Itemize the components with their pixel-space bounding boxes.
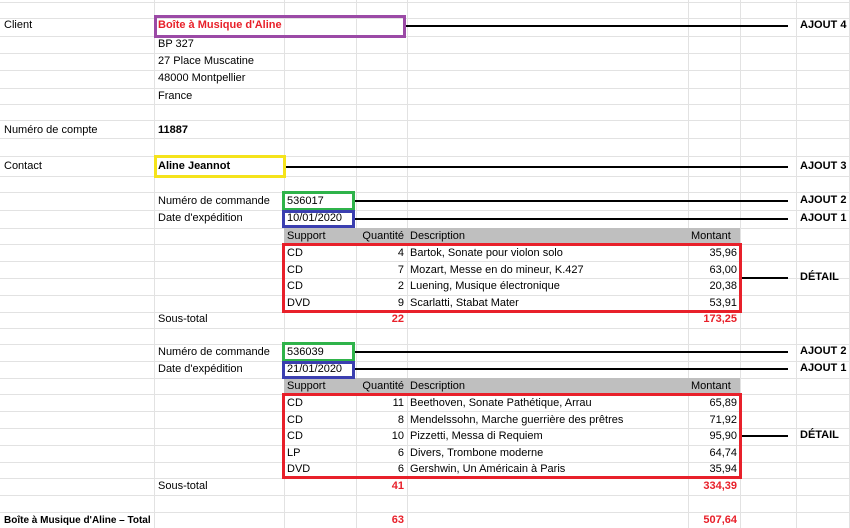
ajout1-connector-2 <box>355 368 788 370</box>
order-2-row-3-qty[interactable]: 10 <box>391 430 404 443</box>
order-2-row-3-description[interactable]: Pizzetti, Messa di Requiem <box>410 430 543 443</box>
order-2-row-5-amount[interactable]: 35,94 <box>709 463 737 476</box>
order-2-header-support[interactable]: Support <box>287 380 326 392</box>
account-value[interactable]: 11887 <box>158 124 188 136</box>
order-1-number[interactable]: 536017 <box>287 195 324 207</box>
address-line-3[interactable]: 48000 Montpellier <box>158 72 246 84</box>
ajout3-connector <box>286 166 788 168</box>
ajout1-tag-2: AJOUT 1 <box>800 362 847 374</box>
grand-total-label[interactable]: Boîte à Musique d'Aline – Total <box>4 515 151 526</box>
ajout2-connector-1 <box>355 200 788 202</box>
order-1-row-3-description[interactable]: Luening, Musique électronique <box>410 280 560 293</box>
order-2-row-2-qty[interactable]: 8 <box>397 413 404 426</box>
order-1-row-3-support[interactable]: CD <box>287 280 303 293</box>
order-2-ship-label[interactable]: Date d'expédition <box>158 363 243 375</box>
order-2-row-2-amount[interactable]: 71,92 <box>709 413 737 426</box>
order-1-ship-label[interactable]: Date d'expédition <box>158 212 243 224</box>
ajout3-tag: AJOUT 3 <box>800 160 847 172</box>
order-1-header-qty[interactable]: Quantité <box>362 230 404 242</box>
order-1-ship-date[interactable]: 10/01/2020 <box>287 212 343 224</box>
order-1-row-1-qty[interactable]: 4 <box>397 247 404 259</box>
order-1-date-highlight <box>282 210 355 228</box>
ajout4-connector <box>406 25 788 27</box>
detail-connector-2 <box>742 435 788 437</box>
ajout1-tag-1: AJOUT 1 <box>800 212 847 224</box>
grand-total-amount[interactable]: 507,64 <box>703 514 737 526</box>
order-2-number-highlight <box>282 342 355 362</box>
order-1-subtotal-amount[interactable]: 173,25 <box>703 313 737 325</box>
detail-tag-2: DÉTAIL <box>800 429 839 441</box>
ajout1-connector-1 <box>355 218 788 220</box>
contact-label[interactable]: Contact <box>4 160 42 172</box>
grand-total-qty[interactable]: 63 <box>391 514 404 526</box>
order-2-row-1-description[interactable]: Beethoven, Sonate Pathétique, Arrau <box>410 397 592 409</box>
contact-highlight <box>154 155 286 178</box>
order-1-subtotal-label[interactable]: Sous-total <box>158 313 208 325</box>
order-2-detail-highlight <box>282 393 742 479</box>
order-2-header-amount[interactable]: Montant <box>691 380 731 392</box>
order-1-row-1-description[interactable]: Bartok, Sonate pour violon solo <box>410 247 563 259</box>
order-2-subtotal-amount[interactable]: 334,39 <box>703 480 737 492</box>
order-2-date-highlight <box>282 361 355 379</box>
order-2-row-1-support[interactable]: CD <box>287 397 303 409</box>
order-1-row-1-support[interactable]: CD <box>287 247 303 259</box>
order-1-row-2-amount[interactable]: 63,00 <box>709 263 737 276</box>
contact-value[interactable]: Aline Jeannot <box>158 160 231 172</box>
order-1-row-2-description[interactable]: Mozart, Messe en do mineur, K.427 <box>410 263 584 276</box>
order-2-row-1-amount[interactable]: 65,89 <box>709 397 737 409</box>
order-2-number-label[interactable]: Numéro de commande <box>158 346 270 358</box>
order-2-row-2-description[interactable]: Mendelssohn, Marche guerrière des prêtres <box>410 413 624 426</box>
order-1-header-desc[interactable]: Description <box>410 230 466 242</box>
order-2-subtotal-label[interactable]: Sous-total <box>158 480 208 492</box>
account-label[interactable]: Numéro de compte <box>4 124 98 136</box>
order-2-header-desc[interactable]: Description <box>410 380 466 392</box>
order-1-row-2-support[interactable]: CD <box>287 263 303 276</box>
order-1-row-4-amount[interactable]: 53,91 <box>709 296 737 309</box>
client-name[interactable]: Boîte à Musique d'Aline <box>158 19 282 31</box>
order-1-detail-highlight <box>282 243 742 313</box>
order-1-subtotal-qty[interactable]: 22 <box>391 313 404 325</box>
ajout2-tag-1: AJOUT 2 <box>800 194 847 206</box>
order-2-row-5-description[interactable]: Gershwin, Un Américain à Paris <box>410 463 566 476</box>
order-2-row-5-qty[interactable]: 6 <box>397 463 404 476</box>
detail-tag-1: DÉTAIL <box>800 271 839 283</box>
order-1-row-4-support[interactable]: DVD <box>287 296 311 309</box>
client-label[interactable]: Client <box>4 19 33 31</box>
order-1-header-support[interactable]: Support <box>287 230 326 242</box>
ajout4-tag: AJOUT 4 <box>800 19 847 31</box>
order-2-row-4-amount[interactable]: 64,74 <box>709 446 737 459</box>
order-1-row-3-qty[interactable]: 2 <box>397 280 404 293</box>
address-line-4[interactable]: France <box>158 90 193 102</box>
order-1-row-4-qty[interactable]: 9 <box>397 296 404 309</box>
order-2-header-qty[interactable]: Quantité <box>362 380 404 392</box>
order-2-row-3-support[interactable]: CD <box>287 430 303 443</box>
order-2-header-bar <box>284 378 740 394</box>
order-2-row-4-support[interactable]: LP <box>287 446 301 459</box>
order-1-row-1-amount[interactable]: 35,96 <box>709 247 737 259</box>
order-1-header-bar <box>284 228 740 244</box>
address-line-1[interactable]: BP 327 <box>158 38 194 50</box>
order-2-row-5-support[interactable]: DVD <box>287 463 311 476</box>
detail-connector-1 <box>742 277 788 279</box>
order-1-row-4-description[interactable]: Scarlatti, Stabat Mater <box>410 296 519 309</box>
order-1-header-amount[interactable]: Montant <box>691 230 731 242</box>
order-2-ship-date[interactable]: 21/01/2020 <box>287 363 343 375</box>
order-2-row-4-qty[interactable]: 6 <box>397 446 404 459</box>
order-2-number[interactable]: 536039 <box>287 346 324 358</box>
order-2-subtotal-qty[interactable]: 41 <box>391 480 404 492</box>
ajout2-tag-2: AJOUT 2 <box>800 345 847 357</box>
address-line-2[interactable]: 27 Place Muscatine <box>158 55 254 67</box>
order-2-row-4-description[interactable]: Divers, Trombone moderne <box>410 446 544 459</box>
order-1-number-highlight <box>282 191 355 211</box>
client-name-highlight <box>154 15 406 38</box>
order-1-row-2-qty[interactable]: 7 <box>397 263 404 276</box>
ajout2-connector-2 <box>355 351 788 353</box>
order-2-row-3-amount[interactable]: 95,90 <box>709 430 737 443</box>
order-1-row-3-amount[interactable]: 20,38 <box>709 280 737 293</box>
order-1-number-label[interactable]: Numéro de commande <box>158 195 270 207</box>
order-2-row-2-support[interactable]: CD <box>287 413 303 426</box>
order-2-row-1-qty[interactable]: 11 <box>392 397 404 409</box>
